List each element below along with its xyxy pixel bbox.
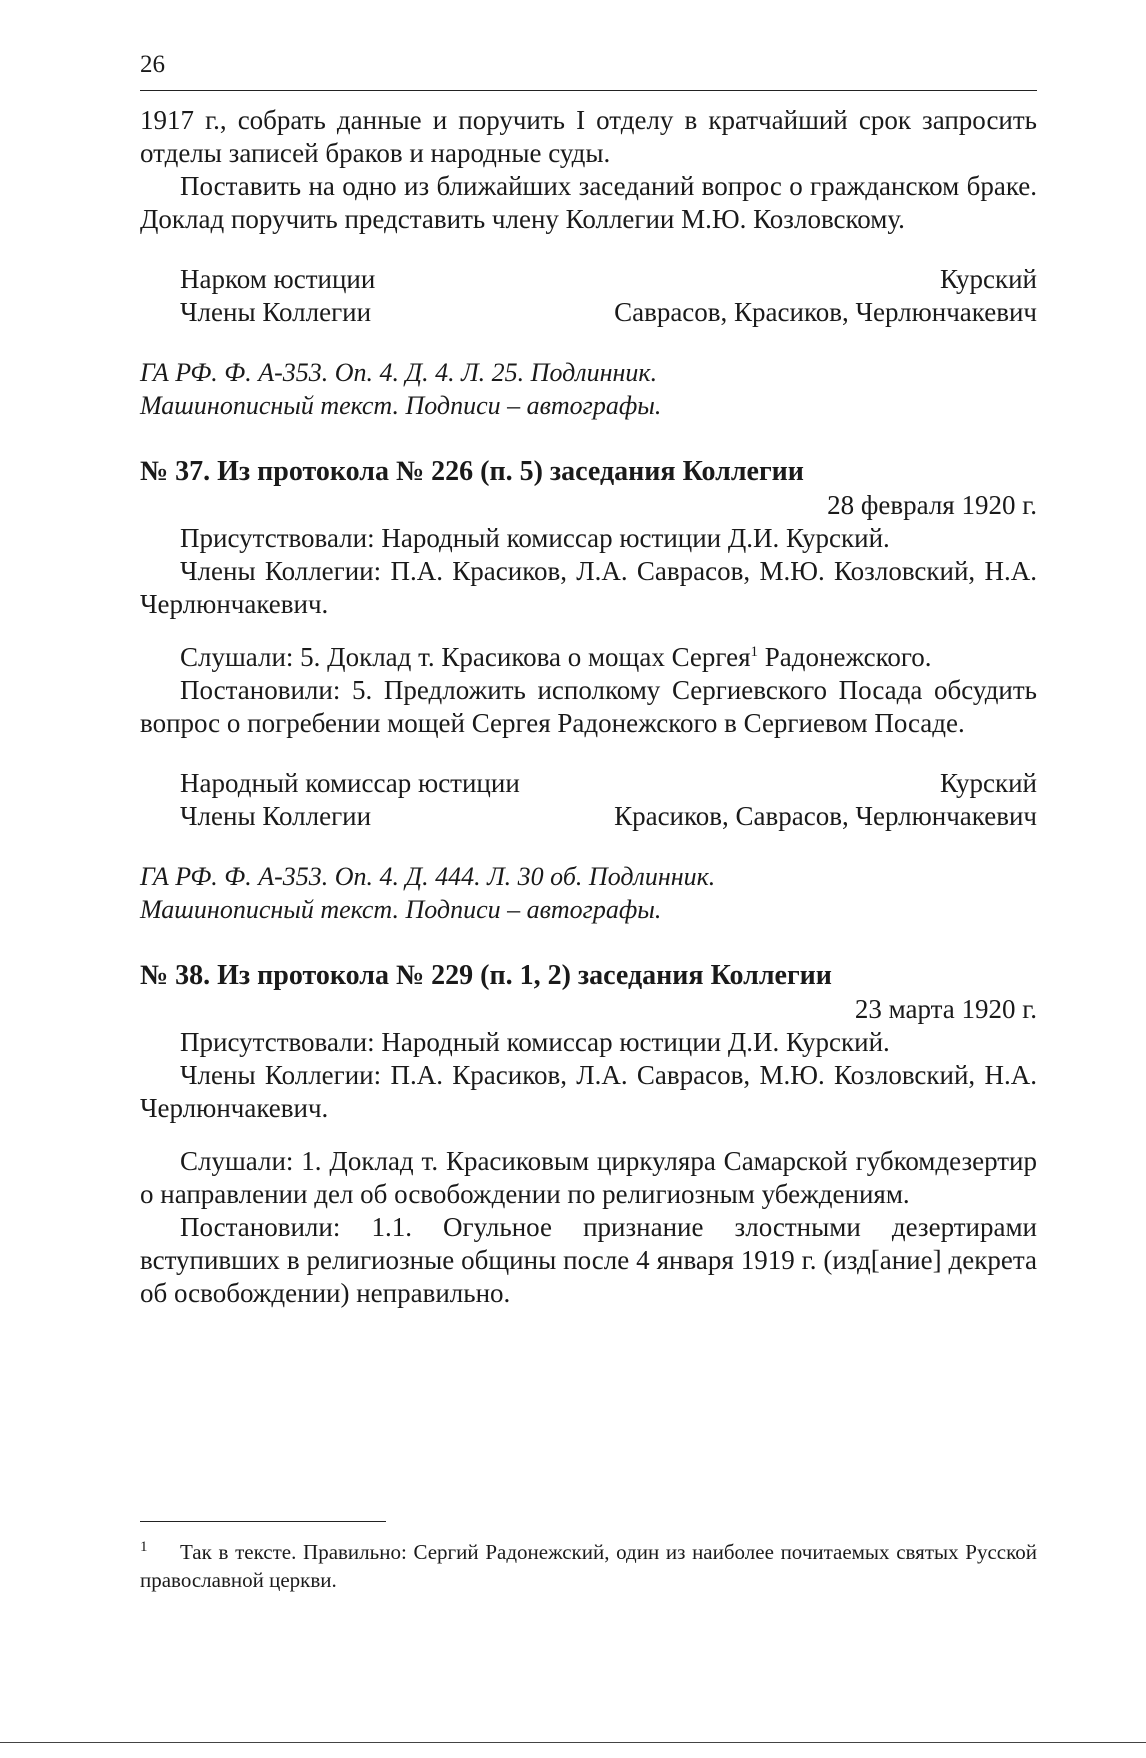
archive-source-line: ГА РФ. Ф. А-353. Оп. 4. Д. 444. Л. 30 об. Подлинник.: [140, 862, 716, 891]
archive-source-line: Машинописный текст. Подписи – автографы.: [140, 391, 662, 420]
present-line: Присутствовали: Народный комиссар юстиции Д.И. Курский.: [180, 523, 890, 553]
page-number: 26: [140, 51, 165, 78]
signature-row: [180, 296, 1037, 329]
document-page: [140, 0, 1037, 1758]
header-rule: [140, 90, 1037, 91]
present-line: Присутствовали: Народный комиссар юстиции Д.И. Курский.: [180, 1027, 890, 1057]
signature-role: Члены Коллегии: [180, 801, 372, 831]
resolved-line: Постановили: 5. Предложить исполкому Сергиевского Посада обсудить вопрос о погребении мощей Сергея Радонежского в Сергиевом Посаде.: [140, 675, 1037, 738]
page-bottom-edge: [0, 1742, 1146, 1743]
heard-line: Слушали: 1. Доклад т. Красиковым циркуляра Самарской губкомдезертир о направлении дел об освобождении по религиозным убеждениям.: [140, 1146, 1037, 1209]
intro-paragraph-1: 1917 г., собрать данные и поручить I отделу в кратчайший срок запросить отделы записей браков и народные суды.: [140, 105, 1037, 168]
signature-name: Саврасов, Красиков, Черлюнчакевич: [614, 297, 1037, 327]
document-date-37: 28 февраля 1920 г.: [827, 490, 1037, 520]
signature-name: Курский: [940, 768, 1037, 798]
signature-role: Нарком юстиции: [180, 264, 376, 294]
footnote-reference[interactable]: 1: [750, 644, 759, 660]
signature-row: [180, 767, 1037, 800]
members-line: Члены Коллегии: П.А. Красиков, Л.А. Саврасов, М.Ю. Козловский, Н.А. Черлюнчакевич.: [140, 556, 1037, 619]
heard-text-end: Радонежского.: [758, 642, 932, 672]
signature-row: [180, 263, 1037, 296]
page-content: [140, 104, 1037, 1310]
footnote-text: Так в тексте. Правильно: Сергий Радонежский, один из наиболее почитаемых святых Русской православной церкви.: [140, 1540, 1037, 1592]
intro-paragraph-2: Поставить на одно из ближайших заседаний вопрос о гражданском браке. Доклад поручить представить члену Коллегии М.Ю. Козловскому.: [140, 171, 1037, 234]
signature-row: [180, 800, 1037, 833]
signature-role: Члены Коллегии: [180, 297, 372, 327]
signature-role: Народный комиссар юстиции: [180, 768, 520, 798]
document-heading-37: № 37. Из протокола № 226 (п. 5) заседания Коллегии: [140, 456, 804, 487]
members-line: Члены Коллегии: П.А. Красиков, Л.А. Саврасов, М.Ю. Козловский, Н.А. Черлюнчакевич.: [140, 1060, 1037, 1123]
signature-name: Красиков, Саврасов, Черлюнчакевич: [614, 801, 1037, 831]
heard-text: Слушали: 5. Доклад т. Красикова о мощах Сергея: [180, 642, 751, 672]
archive-source-line: ГА РФ. Ф. А-353. Оп. 4. Д. 4. Л. 25. Подлинник.: [140, 358, 658, 387]
document-heading-38: № 38. Из протокола № 229 (п. 1, 2) заседания Коллегии: [140, 960, 832, 991]
document-date-38: 23 марта 1920 г.: [854, 994, 1037, 1024]
resolved-line: Постановили: 1.1. Огульное признание злостными дезертирами вступивших в религиозные общины после 4 января 1919 г. (изд[ание] декрета об освобождении) неправильно.: [140, 1212, 1037, 1308]
heard-line: [140, 641, 1037, 674]
footnote-rule: [140, 1521, 386, 1522]
footnote: 1 Так в тексте. Правильно: Сергий Радонежский, один из наиболее почитаемых святых Русской православной церкви.: [140, 1539, 1037, 1592]
signature-name: Курский: [940, 264, 1037, 294]
archive-source-line: Машинописный текст. Подписи – автографы.: [140, 895, 662, 924]
